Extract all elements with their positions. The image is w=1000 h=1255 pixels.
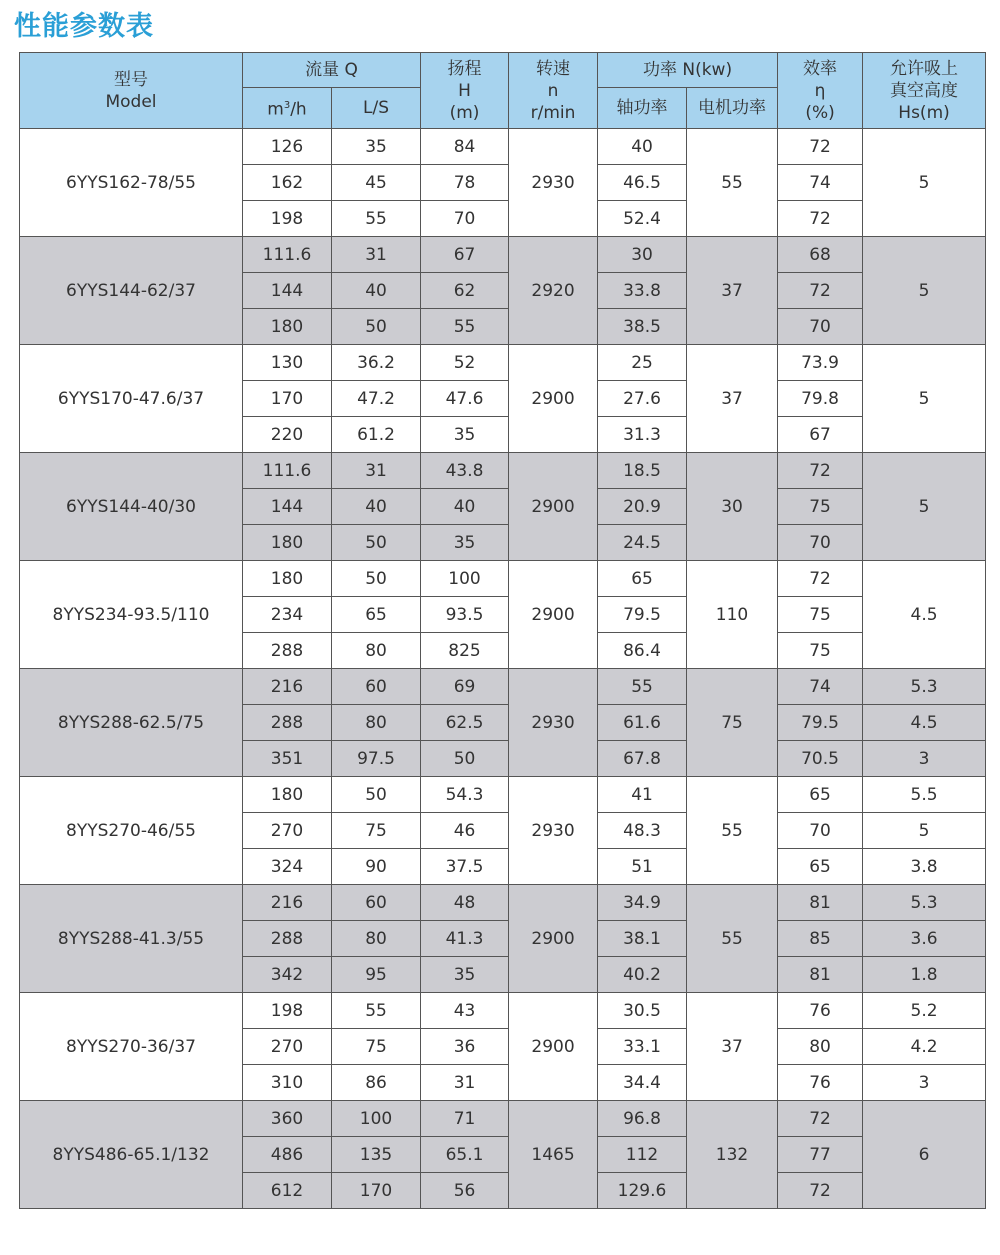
flow-m3h-cell: 270 — [243, 813, 332, 849]
flow-m3h-cell: 170 — [243, 381, 332, 417]
model-cell: 6YYS170-47.6/37 — [20, 345, 243, 453]
efficiency-cell: 72 — [778, 273, 863, 309]
suction-height-cell: 4.2 — [863, 1029, 986, 1065]
shaft-power-cell: 30.5 — [598, 993, 687, 1029]
head-cell: 100 — [421, 561, 509, 597]
m3h-suffix: /h — [290, 99, 307, 120]
suction-height-cell: 3.6 — [863, 921, 986, 957]
head-cell: 47.6 — [421, 381, 509, 417]
shaft-power-cell: 55 — [598, 669, 687, 705]
flow-m3h-cell: 144 — [243, 273, 332, 309]
efficiency-header-unit: (%) — [805, 102, 835, 123]
shaft-power-cell: 34.4 — [598, 1065, 687, 1101]
head-cell: 31 — [421, 1065, 509, 1101]
efficiency-cell: 75 — [778, 633, 863, 669]
flow-m3h-cell: 324 — [243, 849, 332, 885]
flow-ls-cell: 75 — [332, 813, 421, 849]
motor-power-cell: 132 — [687, 1101, 778, 1209]
suction-height-cell: 5.3 — [863, 885, 986, 921]
suction-height-cell: 5.3 — [863, 669, 986, 705]
head-cell: 43.8 — [421, 453, 509, 489]
shaft-power-cell: 41 — [598, 777, 687, 813]
shaft-power-cell: 31.3 — [598, 417, 687, 453]
flow-m3h-cell: 360 — [243, 1101, 332, 1137]
flow-ls-cell: 31 — [332, 453, 421, 489]
flow-ls-cell: 80 — [332, 705, 421, 741]
flow-ls-cell: 35 — [332, 129, 421, 165]
head-cell: 69 — [421, 669, 509, 705]
flow-m3h-cell: 111.6 — [243, 237, 332, 273]
head-cell: 78 — [421, 165, 509, 201]
speed-header-unit: r/min — [530, 102, 576, 123]
shaft-power-cell: 18.5 — [598, 453, 687, 489]
flow-m3h-cell: 612 — [243, 1173, 332, 1209]
flow-m3h-cell: 220 — [243, 417, 332, 453]
flow-m3h-cell: 234 — [243, 597, 332, 633]
page-title: 性能参数表 — [14, 11, 154, 42]
efficiency-cell: 70.5 — [778, 741, 863, 777]
model-cell: 6YYS144-62/37 — [20, 237, 243, 345]
flow-ls-cell: 45 — [332, 165, 421, 201]
table-row — [20, 777, 986, 813]
shaft-power-cell: 34.9 — [598, 885, 687, 921]
head-cell: 65.1 — [421, 1137, 509, 1173]
model-cell: 8YYS234-93.5/110 — [20, 561, 243, 669]
table-row — [20, 561, 986, 597]
suction-height-cell: 5.5 — [863, 777, 986, 813]
efficiency-cell: 74 — [778, 165, 863, 201]
head-cell: 71 — [421, 1101, 509, 1137]
head-cell: 84 — [421, 129, 509, 165]
suction-header-line2: 真空高度 — [890, 80, 959, 101]
head-cell: 40 — [421, 489, 509, 525]
flow-ls-cell: 55 — [332, 201, 421, 237]
motor-power-cell: 30 — [687, 453, 778, 561]
efficiency-cell: 74 — [778, 669, 863, 705]
speed-cell: 2930 — [509, 669, 598, 777]
suction-header-line3: Hs(m) — [898, 102, 950, 123]
speed-cell: 1465 — [509, 1101, 598, 1209]
efficiency-cell: 72 — [778, 1101, 863, 1137]
flow-ls-cell: 40 — [332, 273, 421, 309]
suction-height-cell: 4.5 — [863, 561, 986, 669]
efficiency-cell: 70 — [778, 309, 863, 345]
model-cell: 8YYS288-62.5/75 — [20, 669, 243, 777]
flow-header: 流量 Q — [243, 53, 421, 88]
efficiency-cell: 67 — [778, 417, 863, 453]
table-row — [20, 669, 986, 705]
flow-m3h-cell: 180 — [243, 525, 332, 561]
efficiency-cell: 70 — [778, 525, 863, 561]
efficiency-cell: 70 — [778, 813, 863, 849]
speed-cell: 2900 — [509, 885, 598, 993]
head-cell: 43 — [421, 993, 509, 1029]
power-header: 功率 N(kw) — [598, 53, 778, 88]
shaft-power-cell: 129.6 — [598, 1173, 687, 1209]
speed-cell: 2920 — [509, 237, 598, 345]
flow-m3h-cell: 288 — [243, 921, 332, 957]
shaft-power-cell: 46.5 — [598, 165, 687, 201]
head-header — [421, 53, 509, 129]
flow-ls-cell: 55 — [332, 993, 421, 1029]
model-header-en: Model — [105, 91, 157, 112]
table-row — [20, 1101, 986, 1137]
speed-cell: 2930 — [509, 129, 598, 237]
head-cell: 35 — [421, 417, 509, 453]
shaft-power-header: 轴功率 — [598, 88, 687, 129]
shaft-power-cell: 79.5 — [598, 597, 687, 633]
flow-m3h-cell: 310 — [243, 1065, 332, 1101]
model-cell: 8YYS486-65.1/132 — [20, 1101, 243, 1209]
flow-m3h-cell: 342 — [243, 957, 332, 993]
efficiency-cell: 72 — [778, 453, 863, 489]
speed-cell: 2900 — [509, 345, 598, 453]
flow-m3h-cell: 180 — [243, 777, 332, 813]
shaft-power-cell: 96.8 — [598, 1101, 687, 1137]
flow-ls-cell: 80 — [332, 921, 421, 957]
head-cell: 50 — [421, 741, 509, 777]
head-cell: 825 — [421, 633, 509, 669]
flow-m3h-cell: 198 — [243, 993, 332, 1029]
flow-ls-cell: 90 — [332, 849, 421, 885]
efficiency-cell: 72 — [778, 201, 863, 237]
head-cell: 62 — [421, 273, 509, 309]
speed-header-symbol: n — [547, 80, 559, 101]
efficiency-cell: 79.8 — [778, 381, 863, 417]
shaft-power-cell: 27.6 — [598, 381, 687, 417]
efficiency-cell: 65 — [778, 849, 863, 885]
flow-m3h-cell: 198 — [243, 201, 332, 237]
flow-ls-cell: 36.2 — [332, 345, 421, 381]
shaft-power-cell: 52.4 — [598, 201, 687, 237]
head-cell: 36 — [421, 1029, 509, 1065]
flow-ls-cell: 75 — [332, 1029, 421, 1065]
shaft-power-cell: 67.8 — [598, 741, 687, 777]
model-header-cn: 型号 — [114, 69, 148, 90]
flow-m3h-cell: 130 — [243, 345, 332, 381]
head-cell: 35 — [421, 957, 509, 993]
suction-height-cell: 3 — [863, 1065, 986, 1101]
shaft-power-cell: 40 — [598, 129, 687, 165]
motor-power-cell: 75 — [687, 669, 778, 777]
head-cell: 35 — [421, 525, 509, 561]
head-cell: 41.3 — [421, 921, 509, 957]
model-cell: 6YYS162-78/55 — [20, 129, 243, 237]
head-cell: 48 — [421, 885, 509, 921]
flow-m3h-cell: 180 — [243, 561, 332, 597]
flow-m3h-cell: 126 — [243, 129, 332, 165]
shaft-power-cell: 25 — [598, 345, 687, 381]
efficiency-cell: 73.9 — [778, 345, 863, 381]
efficiency-cell: 77 — [778, 1137, 863, 1173]
flow-m3h-cell: 216 — [243, 669, 332, 705]
suction-height-cell: 6 — [863, 1101, 986, 1209]
performance-table-body — [20, 129, 986, 1209]
efficiency-cell: 80 — [778, 1029, 863, 1065]
flow-ls-cell: 60 — [332, 885, 421, 921]
shaft-power-cell: 51 — [598, 849, 687, 885]
head-cell: 37.5 — [421, 849, 509, 885]
flow-ls-cell: 61.2 — [332, 417, 421, 453]
flow-ls-cell: 135 — [332, 1137, 421, 1173]
efficiency-cell: 85 — [778, 921, 863, 957]
performance-table — [19, 52, 986, 1209]
shaft-power-cell: 112 — [598, 1137, 687, 1173]
shaft-power-cell: 30 — [598, 237, 687, 273]
flow-m3h-cell: 351 — [243, 741, 332, 777]
flow-ls-cell: 65 — [332, 597, 421, 633]
suction-header-line1: 允许吸上 — [890, 58, 959, 79]
head-header-unit: (m) — [449, 102, 480, 123]
efficiency-cell: 68 — [778, 237, 863, 273]
flow-ls-cell: 50 — [332, 309, 421, 345]
speed-cell: 2930 — [509, 777, 598, 885]
flow-m3h-cell: 144 — [243, 489, 332, 525]
motor-power-header: 电机功率 — [687, 88, 778, 129]
table-row — [20, 993, 986, 1029]
motor-power-cell: 55 — [687, 777, 778, 885]
motor-power-cell: 55 — [687, 129, 778, 237]
shaft-power-cell: 33.1 — [598, 1029, 687, 1065]
model-header — [20, 53, 243, 129]
suction-height-cell: 5.2 — [863, 993, 986, 1029]
efficiency-cell: 72 — [778, 1173, 863, 1209]
flow-ls-cell: 60 — [332, 669, 421, 705]
shaft-power-cell: 40.2 — [598, 957, 687, 993]
flow-m3h-cell: 270 — [243, 1029, 332, 1065]
suction-height-cell: 5 — [863, 813, 986, 849]
speed-header-cn: 转速 — [536, 58, 571, 79]
shaft-power-cell: 38.5 — [598, 309, 687, 345]
flow-m3h-cell: 288 — [243, 633, 332, 669]
model-cell: 8YYS270-46/55 — [20, 777, 243, 885]
head-cell: 70 — [421, 201, 509, 237]
efficiency-header-symbol: η — [814, 80, 826, 101]
suction-height-cell: 1.8 — [863, 957, 986, 993]
efficiency-cell: 65 — [778, 777, 863, 813]
suction-height-cell: 5 — [863, 345, 986, 453]
motor-power-cell: 37 — [687, 993, 778, 1101]
motor-power-cell: 110 — [687, 561, 778, 669]
motor-power-cell: 37 — [687, 345, 778, 453]
head-cell: 93.5 — [421, 597, 509, 633]
shaft-power-cell: 61.6 — [598, 705, 687, 741]
shaft-power-cell: 24.5 — [598, 525, 687, 561]
efficiency-cell: 72 — [778, 561, 863, 597]
suction-height-cell: 3 — [863, 741, 986, 777]
suction-height-header — [863, 53, 986, 129]
flow-ls-cell: 86 — [332, 1065, 421, 1101]
shaft-power-cell: 86.4 — [598, 633, 687, 669]
flow-m3h-cell: 111.6 — [243, 453, 332, 489]
flow-ls-cell: 50 — [332, 777, 421, 813]
flow-ls-cell: 95 — [332, 957, 421, 993]
head-header-cn: 扬程 — [447, 58, 482, 79]
flow-m3h-cell: 486 — [243, 1137, 332, 1173]
suction-height-cell: 3.8 — [863, 849, 986, 885]
head-cell: 54.3 — [421, 777, 509, 813]
flow-ls-cell: 50 — [332, 525, 421, 561]
model-cell: 8YYS288-41.3/55 — [20, 885, 243, 993]
table-row — [20, 885, 986, 921]
speed-cell: 2900 — [509, 453, 598, 561]
flow-ls-cell: 40 — [332, 489, 421, 525]
head-cell: 67 — [421, 237, 509, 273]
efficiency-header — [778, 53, 863, 129]
flow-ls-cell: 80 — [332, 633, 421, 669]
flow-ls-cell: 31 — [332, 237, 421, 273]
flow-m3h-cell: 288 — [243, 705, 332, 741]
efficiency-cell: 72 — [778, 129, 863, 165]
head-cell: 62.5 — [421, 705, 509, 741]
flow-ls-cell: 97.5 — [332, 741, 421, 777]
speed-cell: 2900 — [509, 993, 598, 1101]
model-cell: 6YYS144-40/30 — [20, 453, 243, 561]
suction-height-cell: 5 — [863, 237, 986, 345]
head-header-symbol: H — [458, 80, 471, 101]
table-row — [20, 237, 986, 273]
table-row — [20, 129, 986, 165]
flow-ls-cell: 170 — [332, 1173, 421, 1209]
flow-m3h-cell: 180 — [243, 309, 332, 345]
m3h-base: m — [267, 99, 284, 120]
efficiency-header-cn: 效率 — [803, 58, 838, 79]
shaft-power-cell: 33.8 — [598, 273, 687, 309]
flow-m3h-cell: 162 — [243, 165, 332, 201]
efficiency-cell: 75 — [778, 597, 863, 633]
suction-height-cell: 4.5 — [863, 705, 986, 741]
motor-power-cell: 55 — [687, 885, 778, 993]
flow-ls-cell: 50 — [332, 561, 421, 597]
flow-ls-cell: 47.2 — [332, 381, 421, 417]
table-row — [20, 345, 986, 381]
motor-power-cell: 37 — [687, 237, 778, 345]
speed-header — [509, 53, 598, 129]
flow-m3h-cell: 216 — [243, 885, 332, 921]
head-cell: 56 — [421, 1173, 509, 1209]
efficiency-cell: 79.5 — [778, 705, 863, 741]
model-cell: 8YYS270-36/37 — [20, 993, 243, 1101]
flow-ls-header: L/S — [332, 88, 421, 129]
shaft-power-cell: 65 — [598, 561, 687, 597]
head-cell: 46 — [421, 813, 509, 849]
efficiency-cell: 76 — [778, 1065, 863, 1101]
efficiency-cell: 81 — [778, 885, 863, 921]
head-cell: 55 — [421, 309, 509, 345]
efficiency-cell: 75 — [778, 489, 863, 525]
table-row — [20, 453, 986, 489]
m3h-superscript: 3 — [283, 100, 291, 112]
suction-height-cell: 5 — [863, 453, 986, 561]
head-cell: 52 — [421, 345, 509, 381]
shaft-power-cell: 20.9 — [598, 489, 687, 525]
flow-ls-cell: 100 — [332, 1101, 421, 1137]
suction-height-cell: 5 — [863, 129, 986, 237]
efficiency-cell: 76 — [778, 993, 863, 1029]
shaft-power-cell: 48.3 — [598, 813, 687, 849]
speed-cell: 2900 — [509, 561, 598, 669]
flow-m3h-header — [243, 88, 332, 129]
efficiency-cell: 81 — [778, 957, 863, 993]
shaft-power-cell: 38.1 — [598, 921, 687, 957]
